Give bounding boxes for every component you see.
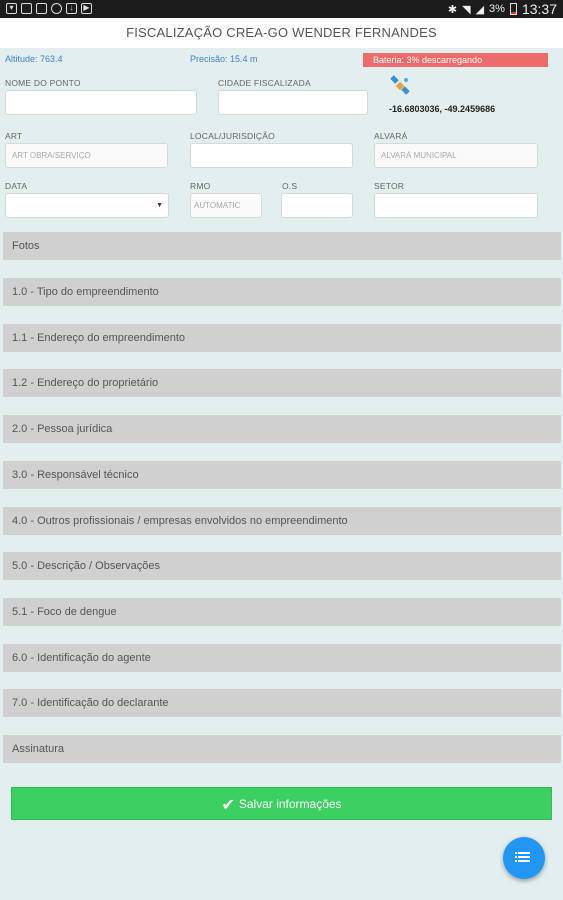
art-label: ART — [5, 131, 23, 141]
local-label: LOCAL/JURISDIÇÃO — [190, 131, 275, 141]
save-button-label: Salvar informações — [238, 797, 342, 811]
date-select[interactable] — [5, 193, 169, 218]
os-input[interactable] — [281, 193, 353, 218]
rmo-label: RMO — [190, 181, 211, 191]
bluetooth-icon: ✱ — [447, 3, 458, 16]
wifi-icon: ◥ — [462, 3, 471, 16]
art-input[interactable] — [5, 143, 168, 168]
system-status — [448, 1, 557, 17]
battery-percent: 3% — [489, 3, 505, 15]
altitude-readout: Altitude: 763.4 — [5, 54, 63, 64]
menu-fab-button[interactable] — [503, 837, 545, 879]
check-icon: ✔ — [221, 797, 235, 814]
battery-icon — [510, 3, 517, 15]
nome-ponto-label: NOME DO PONTO — [5, 78, 81, 88]
local-input[interactable] — [190, 143, 353, 168]
battery-warning-badge: Bateria: 3% descarregando — [363, 53, 548, 67]
page-title: FISCALIZAÇÃO CREA-GO WENDER FERNANDES — [0, 18, 563, 48]
download-icon: ↓ — [66, 3, 77, 14]
signal-icon: ◢ — [475, 3, 485, 16]
precision-readout: Precisão: 15.4 m — [190, 54, 258, 64]
data-label: DATA — [5, 181, 28, 191]
location-icon — [51, 3, 62, 14]
nome-ponto-input[interactable] — [5, 90, 197, 115]
setor-label: SETOR — [374, 181, 405, 191]
gps-coordinates: -16.6803036, -49.2459686 — [389, 104, 496, 114]
section-tipo-empreendimento[interactable]: 1.0 - Tipo do empreendimento — [3, 278, 561, 306]
cidade-label: CIDADE FISCALIZADA — [218, 78, 311, 88]
save-button[interactable] — [11, 787, 552, 820]
section-foco-dengue[interactable]: 5.1 - Foco de dengue — [3, 598, 561, 626]
section-identificacao-agente[interactable]: 6.0 - Identificação do agente — [3, 644, 561, 672]
menu-icon — [518, 852, 530, 864]
satellite-icon[interactable] — [389, 75, 411, 97]
photo-icon — [21, 3, 32, 14]
clock: 13:37 — [521, 1, 557, 17]
notification-icons — [6, 3, 92, 14]
section-fotos[interactable]: Fotos — [3, 232, 561, 260]
rmo-input[interactable] — [190, 193, 262, 218]
image-icon — [36, 3, 47, 14]
section-assinatura[interactable]: Assinatura — [3, 735, 561, 763]
section-pessoa-juridica[interactable]: 2.0 - Pessoa jurídica — [3, 415, 561, 443]
status-bar — [0, 0, 563, 18]
alvara-label: ALVARÁ — [374, 131, 408, 141]
cidade-input[interactable] — [218, 90, 368, 115]
notification-icon: ▾ — [6, 3, 17, 14]
section-identificacao-declarante[interactable]: 7.0 - Identificação do declarante — [3, 689, 561, 717]
section-outros-profissionais[interactable]: 4.0 - Outros profissionais / empresas envolvidos no empreendimento — [3, 507, 561, 535]
dropdown-arrow-icon: ▼ — [156, 202, 163, 209]
section-endereco-empreendimento[interactable]: 1.1 - Endereço do empreendimento — [3, 324, 561, 352]
setor-input[interactable] — [374, 193, 538, 218]
section-responsavel-tecnico[interactable]: 3.0 - Responsável técnico — [3, 461, 561, 489]
section-endereco-proprietario[interactable]: 1.2 - Endereço do proprietário — [3, 369, 561, 397]
play-icon: ▶ — [81, 3, 92, 14]
os-label: O.S — [282, 181, 298, 191]
alvara-input[interactable] — [374, 143, 538, 168]
section-descricao[interactable]: 5.0 - Descrição / Observações — [3, 552, 561, 580]
